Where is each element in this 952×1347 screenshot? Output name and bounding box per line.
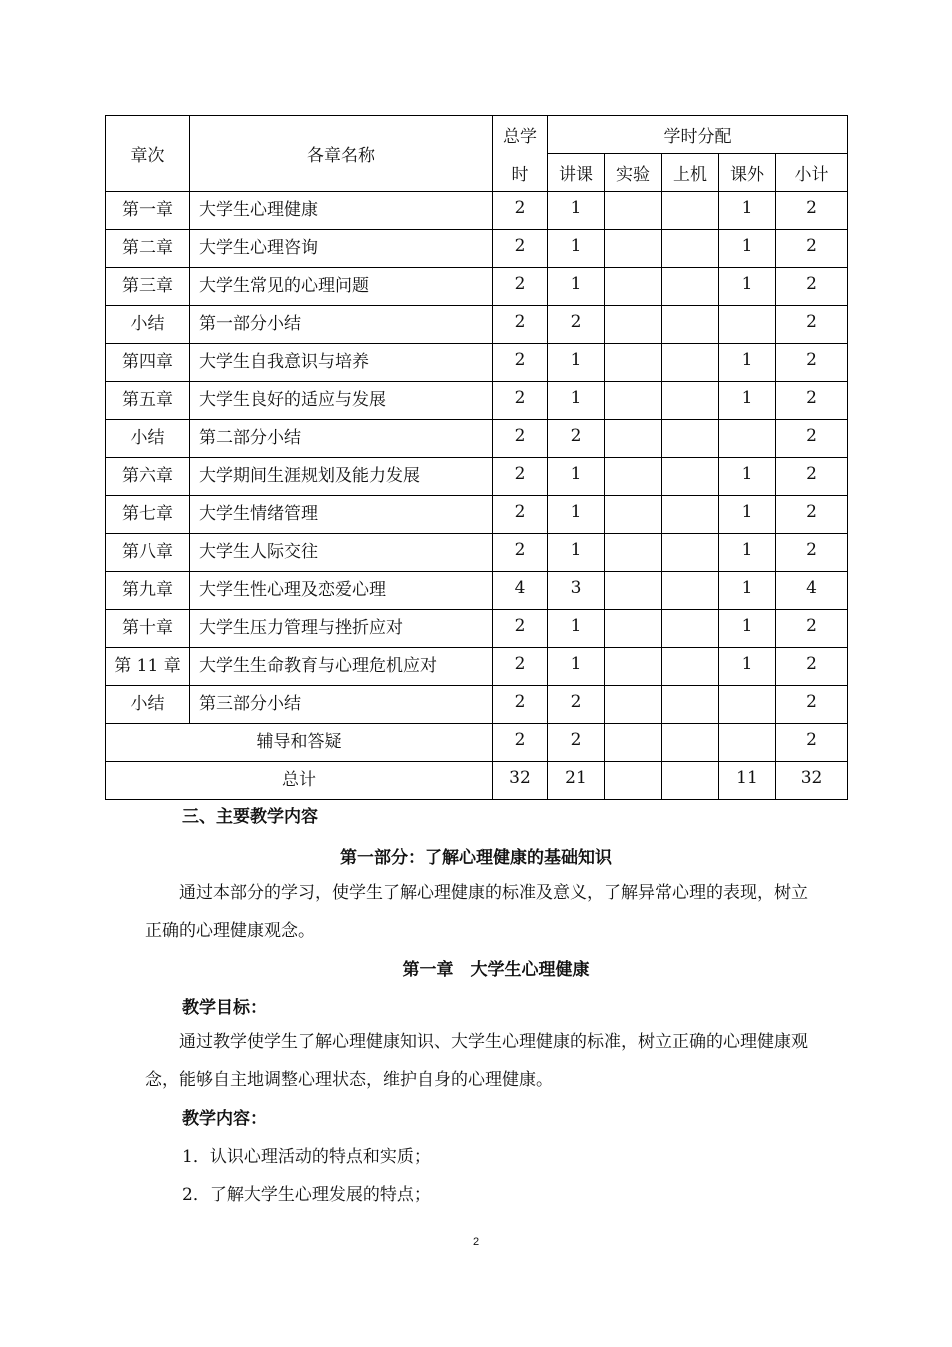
subtotal-cell: 2 [776,192,848,230]
name-cell: 第三部分小结 [190,686,493,724]
extra-cell [719,724,776,762]
subtotal-cell: 2 [776,420,848,458]
extracurricular-cell: 1 [719,610,776,648]
chapter-1-title: 第一章 大学生心理健康 [402,960,590,980]
name-cell: 第一部分小结 [190,306,493,344]
teaching-goal-heading: 教学目标： [182,998,267,1018]
name-cell: 第二部分小结 [190,420,493,458]
extracurricular-cell: 1 [719,192,776,230]
experiment-cell [605,382,662,420]
experiment-cell [605,686,662,724]
extracurricular-cell: 1 [719,344,776,382]
total-hours-cell: 2 [493,420,548,458]
chapter-cell: 第二章 [106,230,190,268]
subtotal-cell: 2 [776,534,848,572]
table-row [106,686,848,724]
computer-cell [662,724,719,762]
subtotal-cell: 2 [776,344,848,382]
total-hours-cell: 2 [493,268,548,306]
computer-cell [662,534,719,572]
name-cell: 大学生心理健康 [190,192,493,230]
header-chapter: 章次 [106,116,190,192]
subtotal-cell: 4 [776,572,848,610]
header-extracurricular: 课外 [719,154,776,192]
experiment-cell [605,344,662,382]
lecture-cell: 2 [548,724,605,762]
summary-label-cell: 总计 [106,762,493,800]
computer-cell [662,420,719,458]
experiment-cell [605,610,662,648]
computer-cell [662,268,719,306]
computer-cell [662,458,719,496]
header-total-top: 总学 [493,116,548,154]
experiment-cell [605,496,662,534]
extracurricular-cell [719,306,776,344]
name-cell: 大学生心理咨询 [190,230,493,268]
computer-cell [662,192,719,230]
extracurricular-cell: 1 [719,230,776,268]
lecture-cell: 1 [548,344,605,382]
total-hours-cell: 2 [493,192,548,230]
total-hours-cell: 2 [493,306,548,344]
table-row [106,268,848,306]
experiment-cell [605,306,662,344]
list-item: 1．认识心理活动的特点和实质； [182,1147,431,1167]
total-hours-cell: 2 [493,458,548,496]
experiment-cell [605,648,662,686]
course-hours-table [105,115,848,800]
header-lecture: 讲课 [548,154,605,192]
table-row [106,496,848,534]
computer-cell [662,648,719,686]
subtotal-cell: 2 [776,724,848,762]
part-1-title: 第一部分：了解心理健康的基础知识 [340,848,612,868]
chapter-cell: 第三章 [106,268,190,306]
extracurricular-cell: 1 [719,648,776,686]
table-row [106,648,848,686]
chapter-cell: 第一章 [106,192,190,230]
lecture-cell: 1 [548,192,605,230]
computer-cell [662,230,719,268]
name-cell: 大学生常见的心理问题 [190,268,493,306]
total-hours-cell: 2 [493,382,548,420]
name-cell: 大学期间生涯规划及能力发展 [190,458,493,496]
total-hours-cell: 2 [493,648,548,686]
chapter-cell: 第十章 [106,610,190,648]
computer-cell [662,762,719,800]
extracurricular-cell: 1 [719,572,776,610]
experiment-cell [605,762,662,800]
total-hours-cell: 2 [493,610,548,648]
experiment-cell [605,420,662,458]
extracurricular-cell: 1 [719,268,776,306]
lecture-cell: 3 [548,572,605,610]
subtotal-cell: 2 [776,306,848,344]
subtotal-cell: 2 [776,686,848,724]
subtotal-cell: 2 [776,458,848,496]
table-row [106,610,848,648]
experiment-cell [605,572,662,610]
table-body [106,192,848,800]
computer-cell [662,610,719,648]
subtotal-cell: 2 [776,496,848,534]
table-header [106,116,848,192]
lecture-cell: 2 [548,686,605,724]
lecture-cell: 1 [548,648,605,686]
total-cell: 2 [493,724,548,762]
subtotal-cell: 2 [776,268,848,306]
subtotal-cell: 2 [776,610,848,648]
lecture-cell: 1 [548,534,605,572]
total-hours-cell: 2 [493,534,548,572]
teaching-goal-text: 通过教学使学生了解心理健康知识、大学生心理健康的标准，树立正确的心理健康观念，能够自主地调整心理状态，维护自身的心理健康。 [145,1032,808,1090]
chapter-cell: 第九章 [106,572,190,610]
table-row [106,344,848,382]
header-computer: 上机 [662,154,719,192]
experiment-cell [605,268,662,306]
total-cell: 32 [493,762,548,800]
table-row [106,306,848,344]
header-allocation: 学时分配 [548,116,848,154]
total-hours-cell: 2 [493,344,548,382]
extracurricular-cell: 1 [719,534,776,572]
total-hours-cell: 2 [493,496,548,534]
table-row [106,762,848,800]
chapter-cell: 第五章 [106,382,190,420]
chapter-cell: 第四章 [106,344,190,382]
total-hours-cell: 2 [493,686,548,724]
extracurricular-cell: 1 [719,382,776,420]
computer-cell [662,306,719,344]
name-cell: 大学生压力管理与挫折应对 [190,610,493,648]
chapter-cell: 小结 [106,686,190,724]
table-row [106,724,848,762]
header-chapter-name: 各章名称 [190,116,493,192]
header-experiment: 实验 [605,154,662,192]
lecture-cell: 2 [548,306,605,344]
lecture-cell: 2 [548,420,605,458]
lecture-cell: 1 [548,496,605,534]
header-subtotal: 小计 [776,154,848,192]
experiment-cell [605,458,662,496]
extracurricular-cell: 1 [719,458,776,496]
computer-cell [662,382,719,420]
experiment-cell [605,192,662,230]
chapter-cell: 第 11 章 [106,648,190,686]
experiment-cell [605,230,662,268]
name-cell: 大学生良好的适应与发展 [190,382,493,420]
subtotal-cell: 32 [776,762,848,800]
extracurricular-cell: 1 [719,496,776,534]
chapter-cell: 第七章 [106,496,190,534]
name-cell: 大学生自我意识与培养 [190,344,493,382]
computer-cell [662,344,719,382]
name-cell: 大学生情绪管理 [190,496,493,534]
chapter-cell: 小结 [106,306,190,344]
computer-cell [662,572,719,610]
experiment-cell [605,724,662,762]
table-row [106,420,848,458]
table-row [106,572,848,610]
chapter-cell: 小结 [106,420,190,458]
section-3-title: 三、主要教学内容 [182,807,318,827]
table-row [106,192,848,230]
subtotal-cell: 2 [776,382,848,420]
table-row [106,534,848,572]
computer-cell [662,496,719,534]
page-number: 2 [472,1236,480,1248]
table-row [106,382,848,420]
name-cell: 大学生人际交往 [190,534,493,572]
name-cell: 大学生生命教育与心理危机应对 [190,648,493,686]
chapter-cell: 第八章 [106,534,190,572]
table-row [106,230,848,268]
extracurricular-cell [719,420,776,458]
computer-cell [662,686,719,724]
summary-label-cell: 辅导和答疑 [106,724,493,762]
header-total-bottom: 时 [493,154,548,192]
total-hours-cell: 2 [493,230,548,268]
lecture-cell: 1 [548,230,605,268]
subtotal-cell: 2 [776,648,848,686]
extra-cell: 11 [719,762,776,800]
lecture-cell: 1 [548,458,605,496]
lecture-cell: 1 [548,610,605,648]
part-1-intro: 通过本部分的学习，使学生了解心理健康的标准及意义，了解异常心理的表现，树立正确的心理健康观念。 [145,883,808,941]
experiment-cell [605,534,662,572]
chapter-cell: 第六章 [106,458,190,496]
lecture-cell: 21 [548,762,605,800]
lecture-cell: 1 [548,382,605,420]
lecture-cell: 1 [548,268,605,306]
name-cell: 大学生性心理及恋爱心理 [190,572,493,610]
extracurricular-cell [719,686,776,724]
list-item: 2．了解大学生心理发展的特点； [182,1185,431,1205]
teaching-content-heading: 教学内容： [182,1109,267,1129]
total-hours-cell: 4 [493,572,548,610]
table-row [106,458,848,496]
subtotal-cell: 2 [776,230,848,268]
